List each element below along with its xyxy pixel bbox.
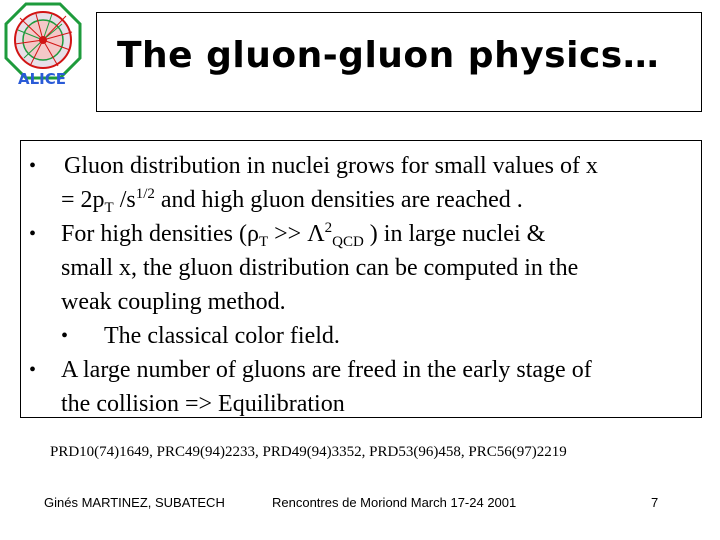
content-frame <box>20 140 702 418</box>
references: PRD10(74)1649, PRC49(94)2233, PRD49(94)3352, PRD53(96)458, PRC56(97)2219 <box>50 444 567 460</box>
footer-author: Ginés MARTINEZ, SUBATECH <box>44 495 225 510</box>
bullet-3-line-1: A large number of gluons are freed in the early stage of <box>61 357 592 383</box>
bullet-1-line-1: Gluon distribution in nuclei grows for small values of x <box>64 153 598 179</box>
svg-text:ALICE: ALICE <box>17 70 67 86</box>
sub-bullet-marker: • <box>61 325 69 347</box>
bullet-marker: • <box>29 223 37 245</box>
bullet-marker: • <box>29 359 37 381</box>
bullet-2-line-2: small x, the gluon distribution can be computed in the <box>61 255 579 281</box>
alice-logo <box>0 0 86 86</box>
sub-bullet-text: The classical color field. <box>104 323 340 349</box>
bullet-marker: • <box>29 155 37 177</box>
alice-emblem-icon <box>0 0 86 86</box>
bullet-3-line-2: the collision => Equilibration <box>61 391 345 417</box>
slide-title: The gluon-gluon physics… <box>117 35 660 76</box>
page-number: 7 <box>651 495 659 510</box>
bullet-1-line-2: = $2p_T$ $/s^{1/2}$ and high gluon densities are reached . <box>61 186 523 216</box>
bullet-2-line-1: For high densities ($\rho_T >> \Lambda^2_{QCD}$ ) in large nuclei & <box>61 220 546 250</box>
title-frame <box>96 12 702 112</box>
bullet-2-line-3: weak coupling method. <box>61 289 286 315</box>
footer-event: Rencontres de Moriond March 17-24 2001 <box>272 495 517 510</box>
